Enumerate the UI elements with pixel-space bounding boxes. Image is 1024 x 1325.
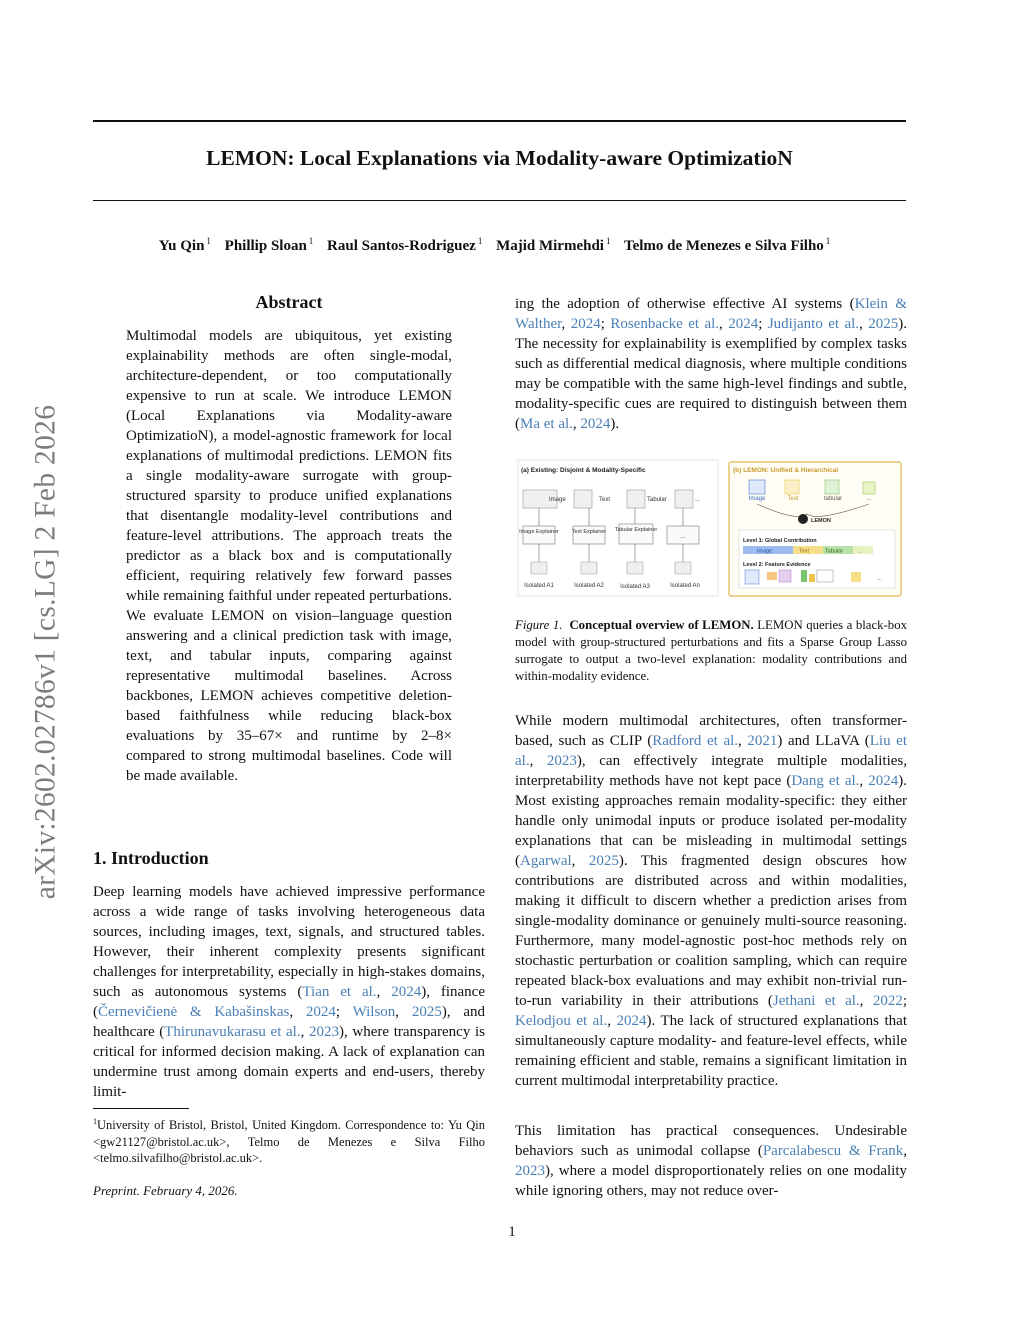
b-level2-token	[779, 570, 791, 582]
caption-text: LEMON queries a black-box model with group-structured perturbations and fits a Sparse Group Lasso surrogate to output a two-level explanation: modality contributions and within-modality evidence.	[515, 618, 907, 683]
citation-link[interactable]: 2024	[728, 316, 759, 332]
a-output-thumb	[627, 562, 643, 574]
b-input-tabular-icon	[825, 480, 839, 494]
author-name: Phillip Sloan	[224, 238, 307, 254]
author-affiliation: 1	[206, 236, 211, 246]
citation-link[interactable]: 2023	[309, 1024, 340, 1040]
citation-link[interactable]: Rosenbacke et al.	[610, 316, 720, 332]
a-input-other-box	[675, 490, 693, 508]
b-level2-tabular-bar	[801, 570, 807, 582]
author-name: Majid Mirmehdi	[496, 238, 604, 254]
b-level1-bar-other	[853, 546, 873, 554]
author-affiliation: 1	[308, 236, 314, 246]
author-affiliation: 1	[605, 236, 611, 246]
citation-link[interactable]: Dang et al.	[791, 773, 860, 789]
b-level2-tabular-bar	[809, 574, 815, 582]
a-explainer-label: Text Explainer	[571, 529, 607, 535]
citation-link[interactable]: 2024	[570, 316, 601, 332]
citation-link[interactable]: 2023	[546, 753, 577, 769]
author-list	[93, 236, 906, 255]
citation-link[interactable]: Thirunavukarasu et al.	[164, 1024, 301, 1040]
b-input-image-icon	[749, 480, 765, 494]
a-output-label: Isolated An	[670, 583, 700, 589]
figure-1-caption	[515, 617, 907, 685]
lemon-icon	[798, 514, 808, 524]
b-level1-bar-label: Tabular	[825, 548, 844, 555]
a-input-label: Tabular	[647, 497, 667, 503]
abstract-body: Multimodal models are ubiquitous, yet existing explainability methods are often single-modal, architecture-dependent, or too computationally expensive to run at scale. We introduce LEMON (Local Explanations via Modality-aware OptimizatioN), a model-agnostic framework for local explanations of multimodal predictions. LEMON fits a single modality-aware surrogate with group-structured sparsity to produce unified explanations that disentangle modality-level contributions and feature-level attributions. The approach treats the predictor as a black box and is computationally efficient, requiring relatively few forward passes while remaining faithful under repeated perturbations. We evaluate LEMON on vision–language question answering and a clinical prediction task with image, text, and tabular inputs, comparing against representative multimodal baselines. Across backbones, LEMON achieves competitive deletion-based faithfulness while reducing black-box evaluations by 35–67× and runtime by 2–8× compared to strong multimodal baselines. Code will be made available.	[126, 328, 452, 784]
b-level2-image-patch	[745, 570, 759, 584]
section-heading-introduction: 1. Introduction	[93, 848, 209, 868]
figure-label: Figure 1.	[515, 618, 563, 632]
b-input-label: ...	[866, 496, 872, 502]
a-explainer-label: Tabular Explainer	[614, 527, 658, 533]
right-paragraph-2: While modern multimodal architectures, often transformer-based, such as CLIP (Radford et al., 2021) and LLaVA (Liu et al., 2023), can effectively integrate multiple modalities, interpretability methods have not kept pace (Dang et al., 2024). Most existing approaches remain modality-specific: they either handle only unimodal inputs or produce isolated per-modality explanations that can be misleading in multimodal settings (Agarwal, 2025). This fragmented design obscures how contributions are distributed across and within modalities, making it difficult to discern whether a prediction arises from single-modality dominance or genuinely multi-source reasoning. Furthermore, many model-agnostic post-hoc methods rely on stochastic perturbation or coalition sampling, which can require repeated black-box evaluations and may exhibit non-trivial run-to-run variability in their attributions (Jethani et al., 2022; Kelodjou et al., 2024). The lack of structured explanations that simultaneously capture modality- and feature-level effects, while remaining efficient and stable, remains a significant limitation in current multimodal interpretability practice.	[515, 713, 908, 1089]
b-level2-label: Level 2: Feature Evidence	[743, 562, 811, 568]
abstract-heading: Abstract	[255, 292, 323, 312]
title-bottom-rule	[93, 200, 906, 201]
a-input-label: ...	[695, 497, 701, 503]
citation-link[interactable]: Tian et al.	[302, 984, 377, 1000]
b-level1-label: Level 1: Global Contribution	[743, 538, 817, 544]
citation-link[interactable]: 2022	[872, 993, 903, 1009]
b-level1-bar-label: ...	[857, 548, 862, 555]
citation-link[interactable]: 2024	[868, 773, 899, 789]
a-output-label: Isolated A1	[524, 583, 554, 589]
b-level1-bar-label: Image	[757, 548, 773, 555]
b-input-text-icon	[785, 480, 799, 494]
citation-link[interactable]: 2023	[515, 1163, 545, 1179]
citation-link[interactable]: Jethani et al.	[772, 993, 860, 1009]
page-number: 1	[508, 1224, 516, 1240]
right-paragraph-1: ing the adoption of otherwise effective AI systems (Klein & Walther, 2024; Rosenbacke et al., 2024; Judijanto et al., 2025). The necessity for explainability is exemplified by complex tasks such as differential medical diagnosis, where multiple conditions may be compatible with the same high-level findings and subtle, modality-specific cues are required to distinguish between them (Ma et al., 2024).	[515, 296, 908, 432]
a-explainer-label: Image Explainer	[519, 529, 559, 535]
b-input-label: tabular	[823, 496, 843, 502]
a-output-label: Isolated A3	[620, 584, 650, 590]
author-name: Raul Santos-Rodriguez	[327, 238, 476, 254]
citation-link[interactable]: Černevičienė & Kabašinskas	[98, 1004, 290, 1020]
a-input-label: Image	[549, 497, 566, 503]
b-level2-table	[817, 570, 833, 582]
citation-link[interactable]: 2024	[580, 416, 611, 432]
right-paragraph-3: This limitation has practical consequences. Undesirable behaviors such as unimodal collapse (Parcalabescu & Frank, 2023), where a model disproportionately relies on one modality while ignoring others, may not reduce over-	[515, 1123, 907, 1199]
b-input-other-icon	[863, 482, 875, 494]
citation-link[interactable]: 2021	[747, 733, 778, 749]
citation-link[interactable]: 2024	[391, 984, 422, 1000]
author-affiliation: 1	[477, 236, 483, 246]
a-output-thumb	[675, 562, 691, 574]
citation-link[interactable]: 2024	[616, 1013, 647, 1029]
b-level2-dots: ...	[877, 576, 883, 582]
citation-link[interactable]: Parcalabescu & Frank	[762, 1143, 904, 1159]
author-affiliation: 1	[825, 236, 831, 246]
preprint-note: Preprint. February 4, 2026.	[93, 1183, 238, 1198]
citation-link[interactable]: 2025	[588, 853, 619, 869]
b-level1-bar-label: Text	[799, 548, 810, 555]
a-input-text-box	[574, 490, 592, 508]
b-input-label: Text	[787, 496, 799, 502]
a-output-thumb	[581, 562, 597, 574]
panel-b-title: (b) LEMON: Unified & Hierarchical	[733, 467, 839, 474]
b-level2-text-token	[767, 572, 777, 580]
citation-link[interactable]: Radford et al.	[652, 733, 739, 749]
footnote-text: University of Bristol, Bristol, United Kingdom. Correspondence to: Yu Qin <gw21127@bristol.ac.uk>, Telmo de Menezes e Silva Filho <telmo.silvafilho@bristol.ac.uk>.	[93, 1118, 485, 1165]
citation-link[interactable]: Wilson	[352, 1004, 396, 1020]
citation-link[interactable]: Kelodjou et al.	[515, 1013, 608, 1029]
citation-link[interactable]: 2024	[305, 1004, 336, 1020]
footnote-mark: 1	[93, 1117, 97, 1126]
a-output-thumb	[531, 562, 547, 574]
author-name: Yu Qin	[158, 238, 205, 254]
footnote-rule	[93, 1108, 189, 1109]
a-input-tabular-box	[627, 490, 645, 508]
citation-link[interactable]: 2025	[868, 316, 899, 332]
citation-link[interactable]: Judijanto et al.	[767, 316, 860, 332]
b-input-label: Image	[748, 496, 766, 502]
citation-link[interactable]: Ma et al.	[520, 416, 573, 432]
affiliation-footnote	[93, 1114, 485, 1167]
b-level2-feature	[851, 572, 861, 582]
arxiv-id[interactable]: arXiv:2602.02786v1 [cs.LG] 2 Feb 2026	[29, 404, 62, 900]
intro-paragraph-1: Deep learning models have achieved impressive performance across a wide range of tasks involving heterogeneous data sources, including images, text, signals, and structured tables. However, their inherent complexity presents significant challenges for interpretability, especially in high-stakes domains, such as autonomous systems (Tian et al., 2024), finance (Černevičienė & Kabašinskas, 2024; Wilson, 2025), and healthcare (Thirunavukarasu et al., 2023), where transparency is critical for informed decision making. A lack of explanation can undermine trust among domain experts and end-users, thereby limit-	[93, 884, 486, 1100]
citation-link[interactable]: Klein & Walther	[515, 296, 907, 332]
caption-title: Conceptual overview of LEMON.	[569, 618, 754, 632]
author-name: Telmo de Menezes e Silva Filho	[623, 238, 824, 254]
panel-a-title: (a) Existing: Disjoint & Modality-Specific	[521, 467, 646, 474]
b-model-label: LEMON	[811, 518, 831, 524]
citation-link[interactable]: Liu et al.	[515, 733, 908, 769]
citation-link[interactable]: Agarwal	[520, 853, 572, 869]
a-explainer-label: ...	[680, 534, 686, 540]
a-output-label: Isolated A2	[574, 583, 604, 589]
figure-1-diagram	[517, 458, 905, 600]
paper-title: LEMON: Local Explanations via Modality-aware OptimizatioN	[206, 146, 793, 170]
citation-link[interactable]: 2025	[411, 1004, 442, 1020]
a-input-label: Text	[599, 497, 611, 503]
title-top-rule	[93, 120, 906, 122]
